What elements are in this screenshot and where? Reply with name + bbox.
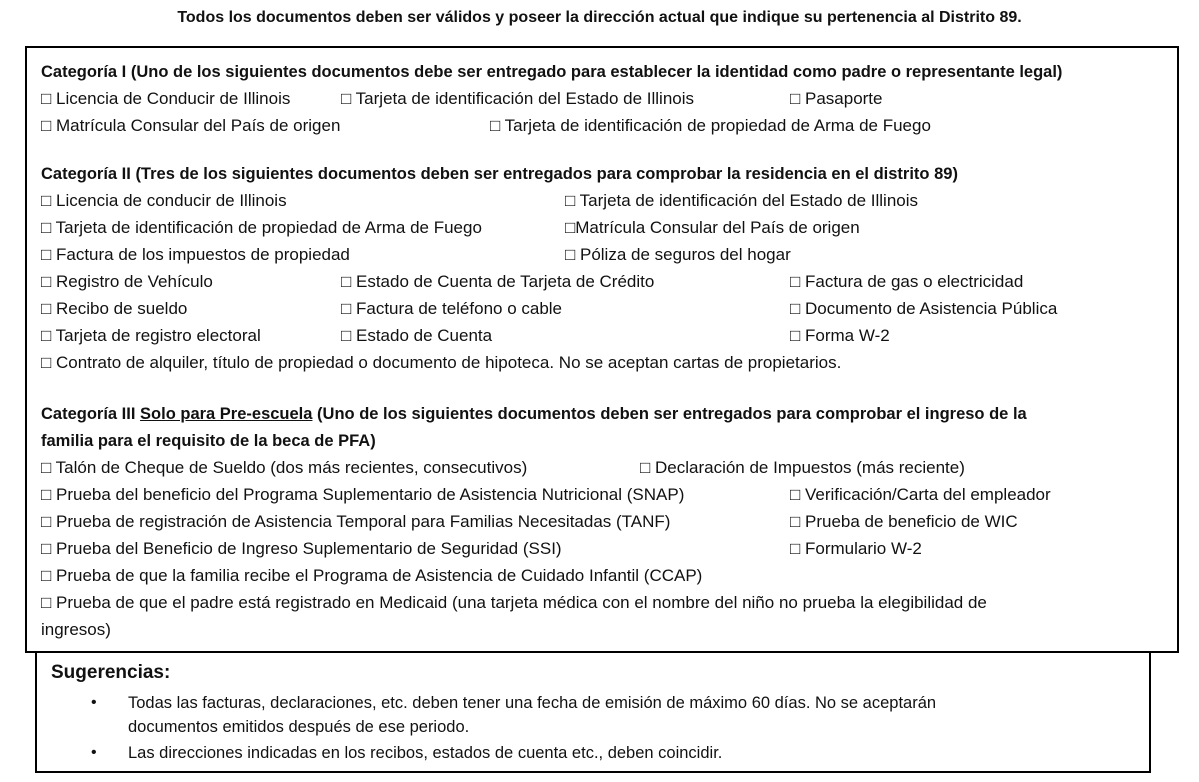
cat2-item-home-insurance[interactable]: □ Póliza de seguros del hogar — [565, 245, 791, 264]
cat2-item-w2-form[interactable]: □ Forma W-2 — [790, 326, 890, 345]
page-heading: Todos los documentos deben ser válidos y poseer la dirección actual que indique su pertenencia al Distrito 89. — [177, 9, 1022, 26]
tips-title: Sugerencias: — [51, 662, 171, 683]
tips-line-1: Todas las facturas, declaraciones, etc. deben tener una fecha de emisión de máximo 60 días. No se aceptarán — [128, 694, 937, 712]
category-3-title-prefix: Categoría III — [41, 405, 141, 423]
tips-box — [35, 652, 1151, 773]
tips-line-2: Las direcciones indicadas en los recibos, estados de cuenta etc., deben coincidir. — [128, 744, 723, 762]
cat2-item-credit-card-statement[interactable]: □ Estado de Cuenta de Tarjeta de Crédito — [341, 272, 655, 291]
cat2-item-gas-electric-bill[interactable]: □ Factura de gas o electricidad — [790, 272, 1024, 291]
cat3-item-ccap[interactable]: □ Prueba de que la familia recibe el Programa de Asistencia de Cuidado Infantil (CCAP) — [41, 566, 703, 585]
category-3-title-line2: familia para el requisito de la beca de PFA) — [41, 432, 376, 450]
cat3-item-medicaid-cont: ingresos) — [41, 620, 111, 639]
cat3-item-snap[interactable]: □ Prueba del beneficio del Programa Suplementario de Asistencia Nutricional (SNAP) — [41, 485, 685, 504]
category-3-title — [41, 403, 1027, 425]
category-3-preschool-only: Solo para Pre-escuela — [140, 405, 313, 423]
cat2-item-drivers-license[interactable]: □ Licencia de conducir de Illinois — [41, 191, 287, 210]
cat2-item-bank-statement[interactable]: □ Estado de Cuenta — [341, 326, 493, 345]
cat3-item-medicaid[interactable]: □ Prueba de que el padre está registrado en Medicaid (una tarjeta médica con el nombre del niño no prueba la elegibilidad de — [41, 593, 987, 612]
cat1-item-consular-id[interactable]: □ Matrícula Consular del País de origen — [41, 116, 341, 135]
cat3-item-pay-stubs[interactable]: □ Talón de Cheque de Sueldo (dos más recientes, consecutivos) — [41, 458, 528, 477]
requirements-box — [25, 46, 1179, 653]
cat2-item-public-assistance[interactable]: □ Documento de Asistencia Pública — [790, 299, 1058, 318]
cat1-item-firearm-id[interactable]: □ Tarjeta de identificación de propiedad de Arma de Fuego — [490, 116, 931, 135]
cat2-item-state-id[interactable]: □ Tarjeta de identificación del Estado de Illinois — [565, 191, 918, 210]
cat2-item-pay-stub[interactable]: □ Recibo de sueldo — [41, 299, 188, 318]
cat2-item-voter-card[interactable]: □ Tarjeta de registro electoral — [41, 326, 261, 345]
bullet-icon: • — [91, 694, 97, 711]
category-1-title: Categoría I (Uno de los siguientes documentos debe ser entregado para establecer la identidad como padre o representante legal) — [41, 63, 1063, 81]
cat3-item-employer-letter[interactable]: □ Verificación/Carta del empleador — [790, 485, 1051, 504]
cat2-item-property-tax[interactable]: □ Factura de los impuestos de propiedad — [41, 245, 350, 264]
cat2-item-vehicle-registration[interactable]: □ Registro de Vehículo — [41, 272, 213, 291]
cat1-item-state-id[interactable]: □ Tarjeta de identificación del Estado de Illinois — [341, 89, 694, 108]
cat2-item-consular-id[interactable]: □Matrícula Consular del País de origen — [565, 218, 860, 237]
category-2-title: Categoría II (Tres de los siguientes documentos deben ser entregados para comprobar la residencia en el distrito 89) — [41, 165, 958, 183]
cat2-item-lease-deed[interactable]: □ Contrato de alquiler, título de propiedad o documento de hipoteca. No se aceptan cartas de propietarios. — [41, 353, 842, 372]
tips-line-1-cont: documentos emitidos después de ese periodo. — [128, 718, 470, 736]
cat2-item-phone-cable-bill[interactable]: □ Factura de teléfono o cable — [341, 299, 563, 318]
cat1-item-passport[interactable]: □ Pasaporte — [790, 89, 883, 108]
cat3-item-wic[interactable]: □ Prueba de beneficio de WIC — [790, 512, 1018, 531]
cat1-item-drivers-license[interactable]: □ Licencia de Conducir de Illinois — [41, 89, 291, 108]
cat3-item-tanf[interactable]: □ Prueba de registración de Asistencia Temporal para Familias Necesitadas (TANF) — [41, 512, 671, 531]
cat3-item-ssi[interactable]: □ Prueba del Beneficio de Ingreso Suplementario de Seguridad (SSI) — [41, 539, 562, 558]
cat3-item-tax-return[interactable]: □ Declaración de Impuestos (más reciente) — [640, 458, 965, 477]
cat2-item-firearm-id[interactable]: □ Tarjeta de identificación de propiedad de Arma de Fuego — [41, 218, 482, 237]
bullet-icon: • — [91, 744, 97, 761]
category-3-title-rest: (Uno de los siguientes documentos deben ser entregados para comprobar el ingreso de la — [312, 405, 1027, 423]
cat3-item-w2-form[interactable]: □ Formulario W-2 — [790, 539, 922, 558]
